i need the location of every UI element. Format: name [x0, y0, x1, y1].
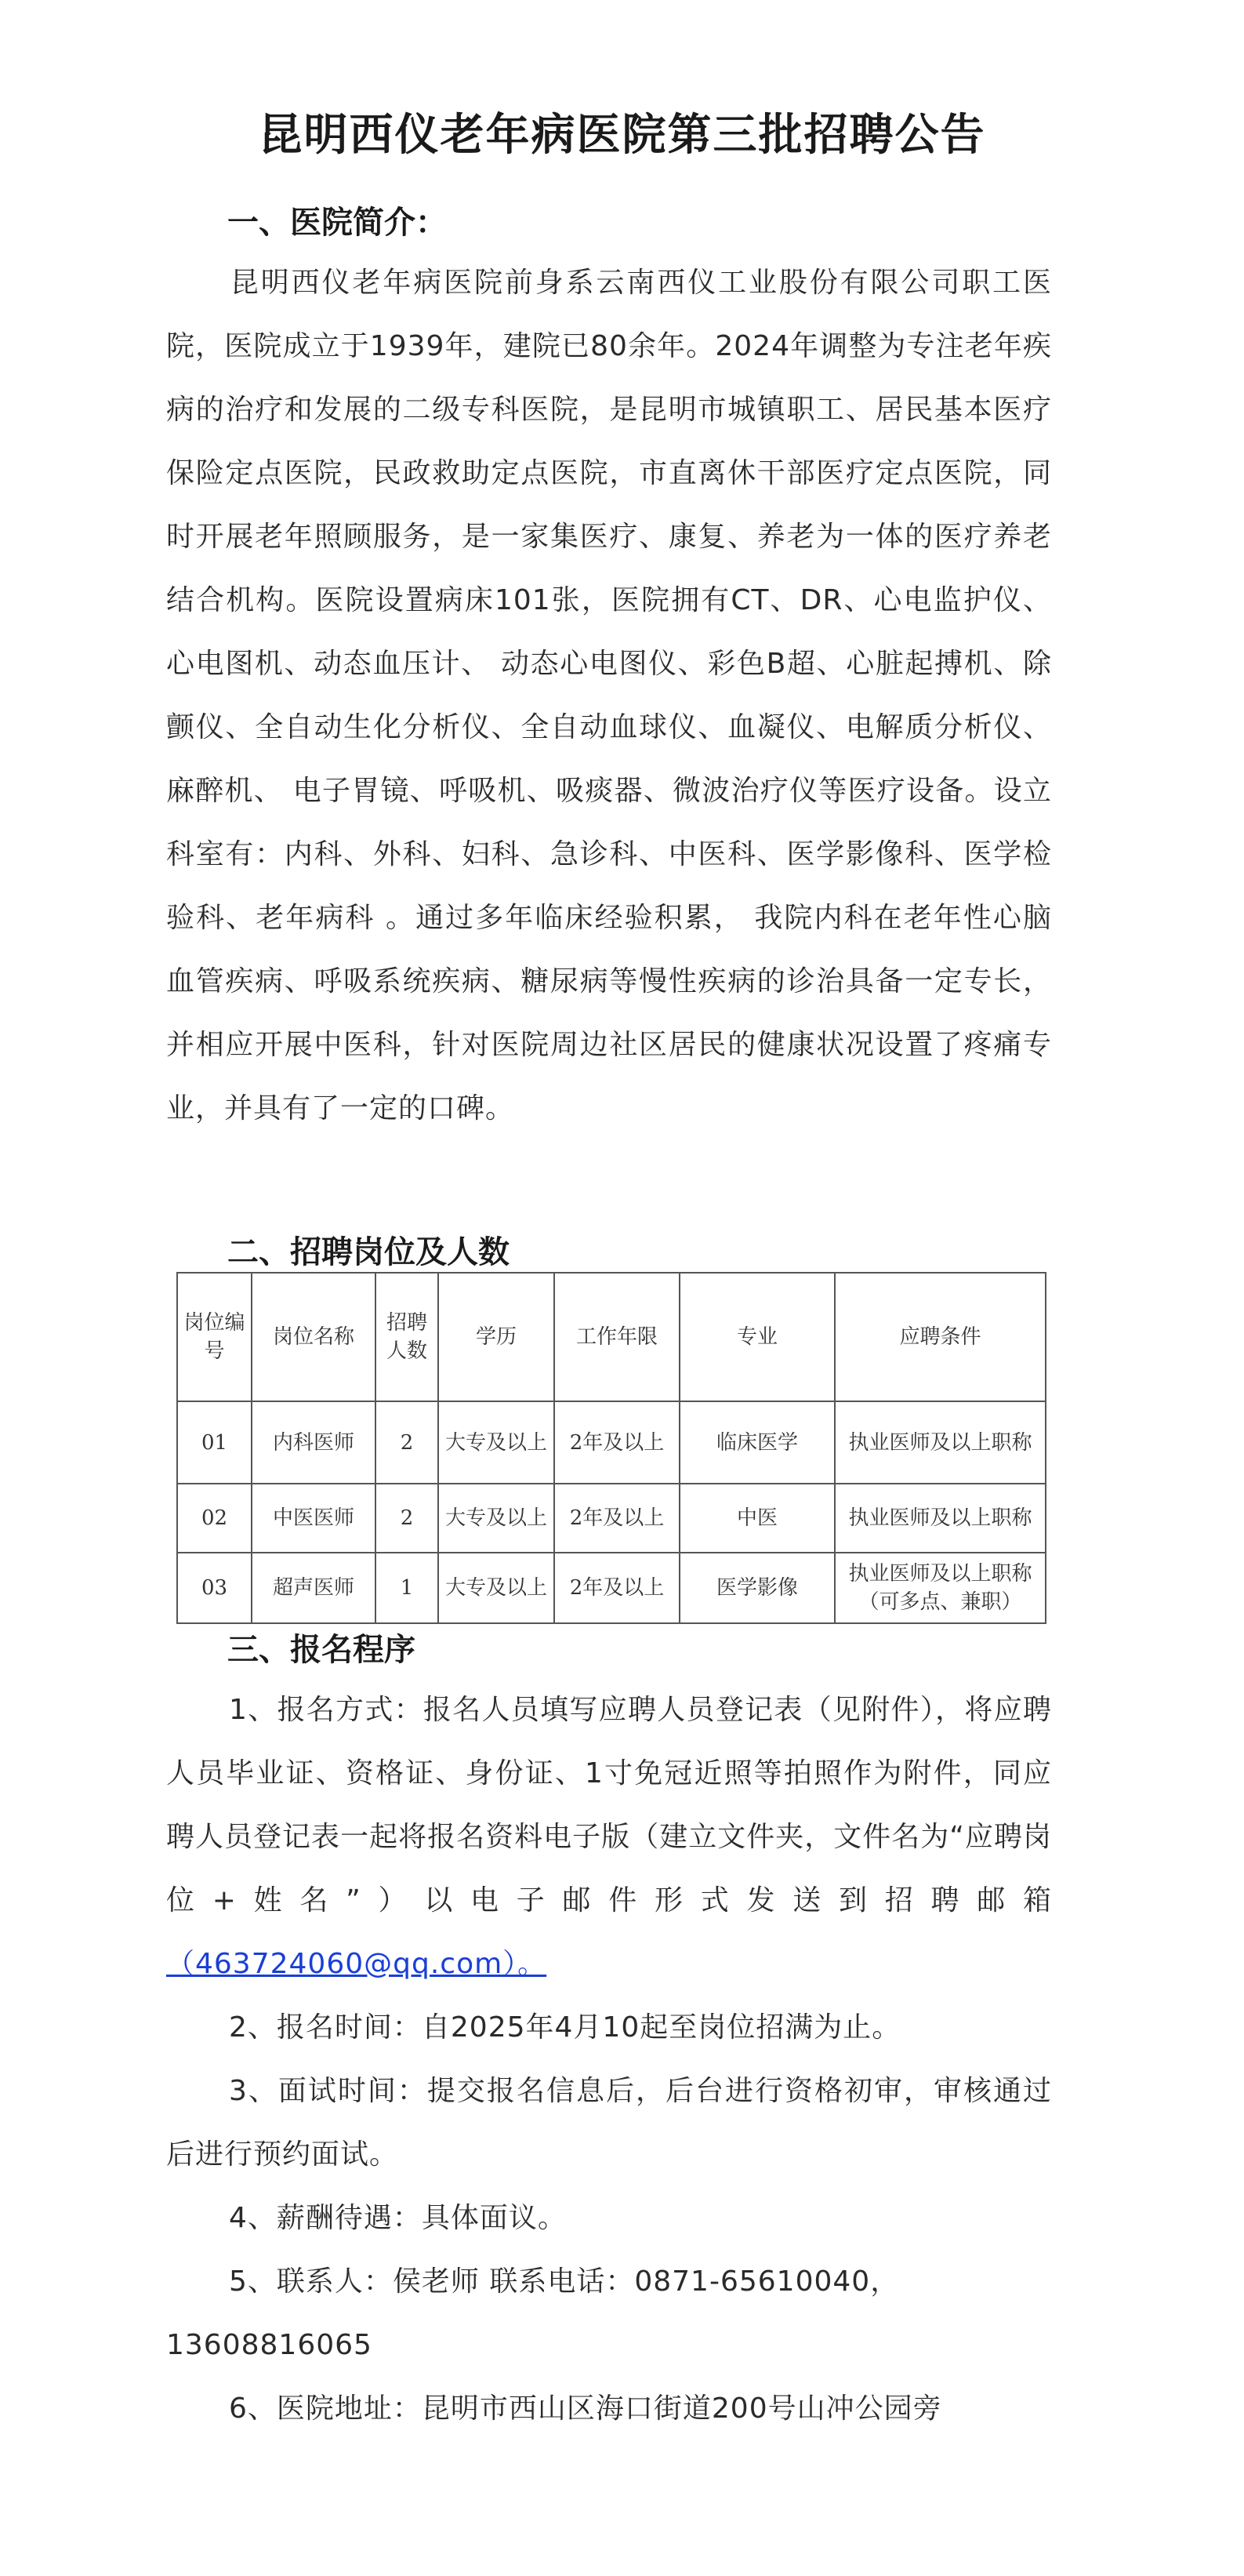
table-header-row — [177, 1273, 1046, 1401]
header-cell: 学历 — [438, 1273, 554, 1401]
cell-name: 中医医师 — [252, 1484, 375, 1553]
cell-name: 超声医师 — [252, 1553, 375, 1623]
address-text: 6、医院地址：昆明市西山区海口街道200号山冲公园旁 — [229, 2393, 942, 2425]
cell-condition-multiline — [835, 1553, 1046, 1623]
cell-years: 2年及以上 — [554, 1553, 680, 1623]
header-cell: 岗位名称 — [252, 1273, 375, 1401]
cell-years: 2年及以上 — [554, 1484, 680, 1553]
positions-table — [176, 1272, 1046, 1624]
cell-id: 02 — [177, 1484, 252, 1553]
cell-major: 临床医学 — [680, 1401, 835, 1484]
contact-text: 5、联系人：侯老师 联系电话：0871-65610040， — [229, 2265, 900, 2298]
header-cell: 专业 — [680, 1273, 835, 1401]
intro-text: 昆明西仪老年病医院前身系云南西仪工业股份有限公司职工医院，医院成立于1939年，建院已80余年。2024年调整为专注老年疾病的治疗和发展的二级专科医院，是昆明市城镇职工、居民基本医疗保险定点医院，民政救助定点医院，市直离休干部医疗定点医院，同时开展老年照顾服务，是一家集医疗、康复、养老为一体的医疗养老结合机构。医院设置病床101张，医院拥有CT、DR、心电监护仪、心电图机、动态血压计、 动态心电图仪、彩色B超、心脏起搏机、除颤仪、全自动生化分析仪、全自动血球仪、血凝仪、电解质分析仪、麻醉机、 电子胃镜、呼吸机、吸痰器、微波治疗仪等医疗设备。设立科室有：内科、外科、妇科、急诊科、中医科、医学影像科、医学检验科、老年病科 。通过多年临床经验积累， 我院内科在老年性心脑血管疾病、呼吸系统疾病、糖尿病等慢性疾病的诊治具备一定专长，并相应开展中医科，针对医院周边社区居民的健康状况设置了疼痛专业，并具有了一定的口碑。 — [166, 267, 1052, 1125]
recruitment-email-link[interactable]: （463724060@qq.com）。 — [166, 1948, 547, 1980]
cell-education: 大专及以上 — [438, 1401, 554, 1484]
cell-condition-note: （可多点、兼职） — [858, 1590, 1022, 1614]
cell-count: 2 — [375, 1401, 438, 1484]
cell-condition: 执业医师及以上职称 — [835, 1401, 1046, 1484]
section-heading-application: 三、报名程序 — [227, 1632, 415, 1668]
interview-time-paragraph — [166, 2059, 1052, 2186]
header-cell: 岗位编号 — [177, 1273, 252, 1401]
application-method-paragraph — [166, 1678, 1052, 1996]
cell-major: 医学影像 — [680, 1553, 835, 1623]
contact-phone-line: 13608816065 — [166, 2329, 372, 2361]
application-method-text: 1、报名方式：报名人员填写应聘人员登记表（见附件），将应聘人员毕业证、资格证、身份证、1寸免冠近照等拍照作为附件，同应聘人员登记表一起将报名资料电子版（建立文件夹，文件名为“应聘岗位+姓名”）以电子邮件形式发送到招聘邮箱 — [166, 1694, 1052, 1917]
cell-education: 大专及以上 — [438, 1553, 554, 1623]
address-paragraph — [166, 2377, 1052, 2440]
header-cell: 招聘人数 — [375, 1273, 438, 1401]
interview-time-text: 3、面试时间：提交报名信息后，后台进行资格初审，审核通过后进行预约面试。 — [166, 2075, 1052, 2171]
cell-id: 03 — [177, 1553, 252, 1623]
cell-major: 中医 — [680, 1484, 835, 1553]
intro-paragraph — [166, 251, 1052, 1140]
cell-name: 内科医师 — [252, 1401, 375, 1484]
salary-text: 4、薪酬待遇：具体面议。 — [229, 2202, 567, 2234]
cell-condition: 执业医师及以上职称 — [848, 1562, 1032, 1586]
cell-condition: 执业医师及以上职称 — [835, 1484, 1046, 1553]
cell-years: 2年及以上 — [554, 1401, 680, 1484]
section-heading-intro: 一、医院简介： — [227, 205, 447, 241]
table-row — [177, 1401, 1046, 1484]
application-time-paragraph — [166, 1996, 1052, 2059]
cell-count: 1 — [375, 1553, 438, 1623]
application-time-text: 2、报名时间：自2025年4月10起至岗位招满为止。 — [229, 2011, 901, 2044]
header-cell: 工作年限 — [554, 1273, 680, 1401]
header-cell: 应聘条件 — [835, 1273, 1046, 1401]
cell-id: 01 — [177, 1401, 252, 1484]
table-row — [177, 1484, 1046, 1553]
section-heading-positions: 二、招聘岗位及人数 — [227, 1234, 510, 1270]
page-title: 昆明西仪老年病医院第三批招聘公告 — [258, 109, 986, 161]
contact-line — [166, 2250, 1052, 2313]
salary-paragraph — [166, 2186, 1052, 2250]
cell-count: 2 — [375, 1484, 438, 1553]
cell-education: 大专及以上 — [438, 1484, 554, 1553]
table-row — [177, 1553, 1046, 1623]
